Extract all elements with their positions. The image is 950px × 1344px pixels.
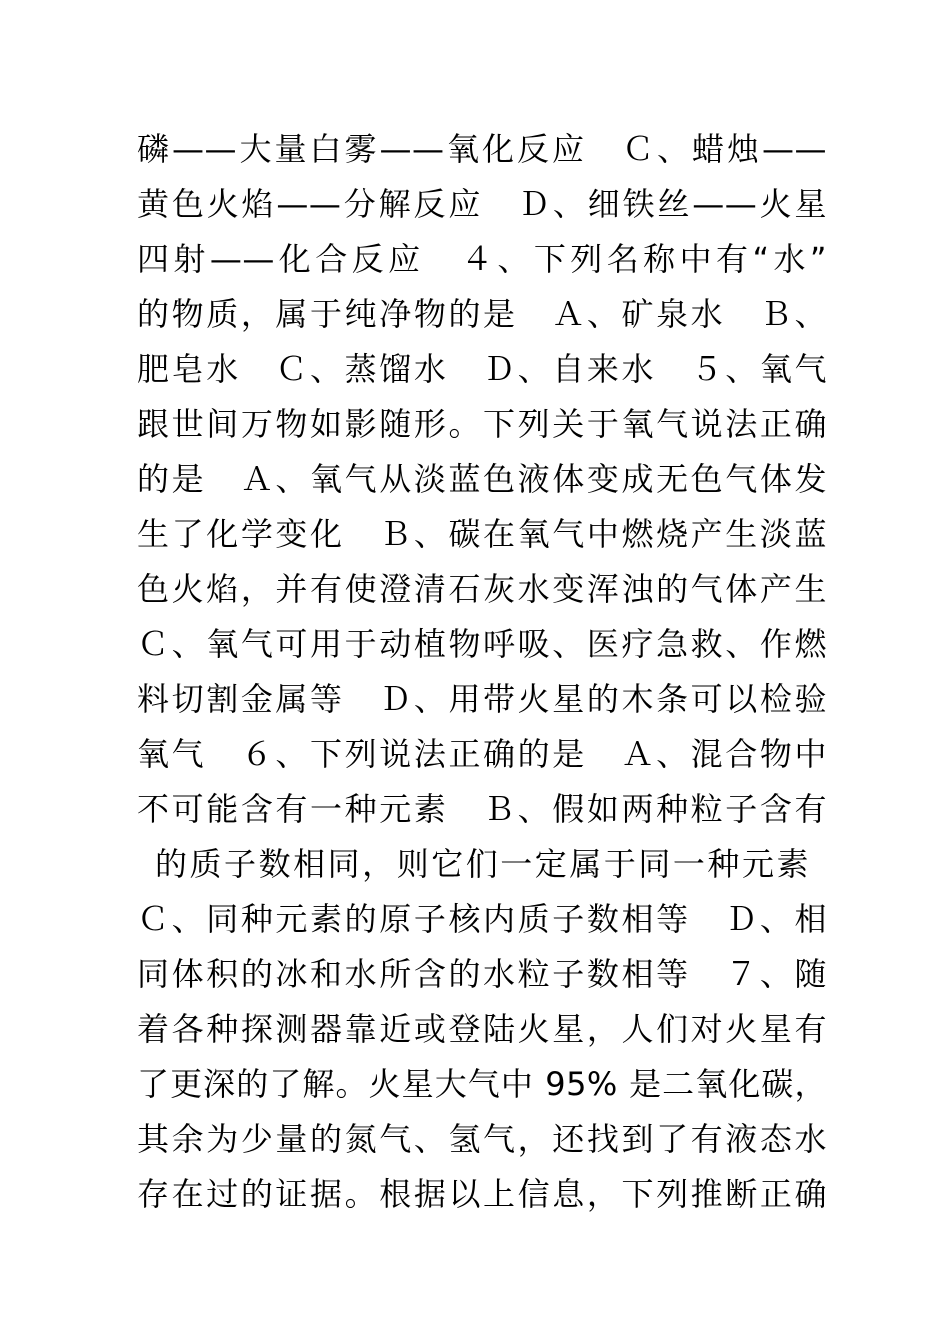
text-line: 的质子数相同，则它们一定属于同一种元素	[155, 845, 809, 883]
text-line: Ｃ、同种元素的原子核内质子数相等 Ｄ、相	[137, 900, 827, 938]
text-line: 色火焰，并有使澄清石灰水变浑浊的气体产生	[137, 570, 827, 608]
text-line: 肥皂水 Ｃ、蒸馏水 Ｄ、自来水 ５、氧气	[137, 350, 827, 388]
text-line: 四射——化合反应 ４、下列名称中有“水”	[137, 240, 827, 278]
text-line: 料切割金属等 Ｄ、用带火星的木条可以检验	[137, 680, 827, 718]
text-line: 了更深的了解。火星大气中 95% 是二氧化碳，	[137, 1065, 827, 1103]
text-line: 着各种探测器靠近或登陆火星，人们对火星有	[137, 1010, 827, 1048]
text-line: 的物质，属于纯净物的是 Ａ、矿泉水 Ｂ、	[137, 295, 827, 333]
text-line: 同体积的冰和水所含的水粒子数相等 ７、随	[137, 955, 827, 993]
text-line: 黄色火焰——分解反应 Ｄ、细铁丝——火星	[137, 185, 827, 223]
text-line: 氧气 ６、下列说法正确的是 Ａ、混合物中	[137, 735, 827, 773]
text-line: 磷——大量白雾——氧化反应 Ｃ、蜡烛——	[137, 130, 827, 168]
text-line: 其余为少量的氮气、氢气，还找到了有液态水	[137, 1120, 827, 1158]
text-line: 的是 Ａ、氧气从淡蓝色液体变成无色气体发	[137, 460, 827, 498]
text-line: 存在过的证据。根据以上信息，下列推断正确	[137, 1175, 827, 1213]
text-line: 跟世间万物如影随形。下列关于氧气说法正确	[137, 405, 827, 443]
text-line: 生了化学变化 Ｂ、碳在氧气中燃烧产生淡蓝	[137, 515, 827, 553]
text-line: Ｃ、氧气可用于动植物呼吸、医疗急救、作燃	[137, 625, 827, 663]
text-line: 不可能含有一种元素 Ｂ、假如两种粒子含有	[137, 790, 827, 828]
document-body	[137, 122, 827, 1222]
